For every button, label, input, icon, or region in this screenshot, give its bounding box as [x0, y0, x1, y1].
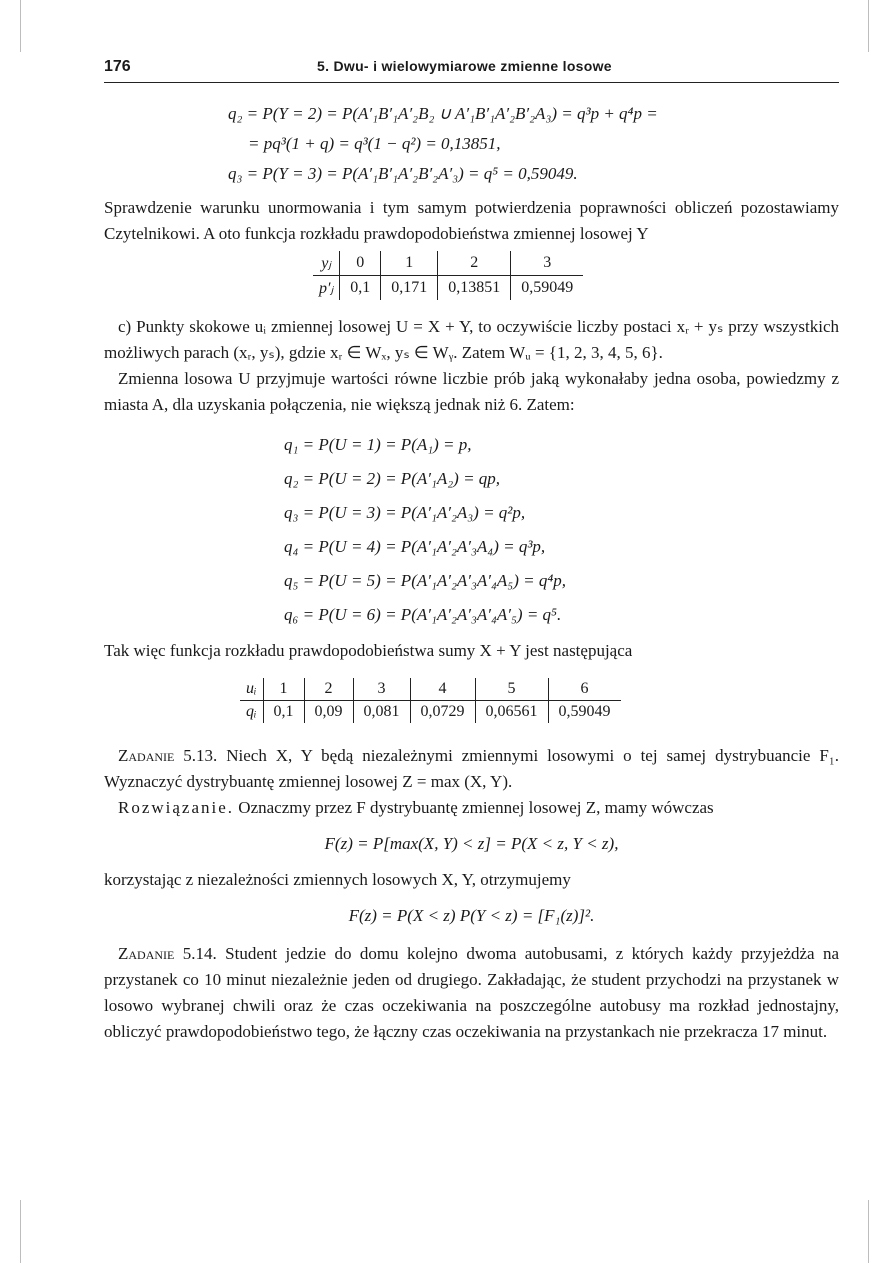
equation-line: q₅ = P(U = 5) = P(A′₁A′₂A′₃A′₄A₅) = q⁴p,: [284, 571, 566, 590]
header-rule: [104, 82, 839, 83]
table-cell: 0: [340, 251, 381, 276]
page-edge-line: [868, 0, 869, 52]
equation-line: q₆ = P(U = 6) = P(A′₁A′₂A′₃A′₄A′₅) = q⁵.: [284, 605, 562, 624]
task-label: Zadanie 5.13.: [118, 746, 218, 765]
equation-line: q₄ = P(U = 4) = P(A′₁A′₂A′₃A₄) = q³p,: [284, 537, 546, 556]
book-page: [104, 58, 839, 1045]
solution-text: Oznaczmy przez F dystrybuantę zmiennej losowej Z, mamy wówczas: [238, 798, 714, 817]
distribution-table-u: [240, 678, 621, 723]
equation-block-u: [104, 428, 839, 632]
paragraph: korzystając z niezależności zmiennych losowych X, Y, otrzymujemy: [104, 870, 571, 889]
table-row-label: qᵢ: [246, 703, 257, 720]
table-cell: 4: [410, 678, 475, 701]
paragraph: Sprawdzenie warunku unormowania i tym samym potwierdzenia poprawności obliczeń pozostawiamy Czytelnikowi. A oto funkcja rozkładu prawdopodobieństwa zmiennej losowej Y: [104, 198, 839, 243]
equation-line: q₃ = P(U = 3) = P(A′₁A′₂A₃) = q²p,: [284, 503, 526, 522]
equation-line: q₂ = P(Y = 2) = P(A′₁B′₁A′₂B₂ ∪ A′₁B′₁A′₂B′₂A₃) = q³p + q⁴p =: [228, 104, 658, 123]
table-cell: 0,1: [340, 276, 381, 301]
table-cell: 5: [475, 678, 548, 701]
paragraph: Zmienna losowa U przyjmuje wartości równe liczbie prób jaką wykonałaby jedna osoba, powiedzmy z miasta A, dla uzyskania połączenia, nie większą jednak niż 6. Zatem:: [104, 369, 839, 414]
table-cell: 6: [548, 678, 621, 701]
page-edge-line: [20, 0, 21, 52]
table-cell: 0,1: [263, 701, 304, 724]
table-cell: 1: [381, 251, 438, 276]
running-header: [104, 58, 839, 76]
equation-block-q: [104, 99, 839, 189]
equation-line: q₃ = P(Y = 3) = P(A′₁B′₁A′₂B′₂A′₃) = q⁵ = 0,59049.: [228, 164, 578, 183]
equation-line: F(z) = P[max(X, Y) < z] = P(X < z, Y < z),: [324, 834, 619, 853]
table-cell: 0,081: [353, 701, 410, 724]
table-cell: 2: [304, 678, 353, 701]
chapter-title: 5. Dwu- i wielowymiarowe zmienne losowe: [317, 58, 612, 74]
paragraph: c) Punkty skokowe uᵢ zmiennej losowej U = X + Y, to oczywiście liczby postaci xᵣ + yₛ przy wszystkich możliwych parach (xᵣ, yₛ), gdzie xᵣ ∈ Wₓ, yₛ ∈ Wᵧ. Zatem Wᵤ = {1, 2, 3, 4, 5, 6}.: [104, 317, 839, 362]
task-text: Student jedzie do domu kolejno dwoma autobusami, z których każdy przyjeżdża na przystanek co 10 minut niezależnie jeden od drugiego. Zakładając, że student przychodzi na przystanek w losowo wybranej chwili oraz że czas oczekiwania na poszczególne autobusy ma rozkład jednostajny, obliczyć prawdopodobieństwo tego, że łączny czas oczekiwania na przystankach nie przekracza 17 minut.: [104, 944, 840, 1041]
table-row-label: uᵢ: [240, 678, 263, 701]
table-cell: 3: [511, 251, 584, 276]
solution-label: Rozwiązanie.: [118, 798, 235, 817]
equation-line: = pq³(1 + q) = q³(1 − q²) = 0,13851,: [248, 134, 501, 153]
table-row-label: p′ⱼ: [319, 280, 334, 297]
table-cell: 0,0729: [410, 701, 475, 724]
table-cell: 0,06561: [475, 701, 548, 724]
distribution-table-y: [313, 251, 583, 300]
table-cell: 0,59049: [548, 701, 621, 724]
table-cell: 0,13851: [438, 276, 511, 301]
equation-line: q₁ = P(U = 1) = P(A₁) = p,: [284, 435, 472, 454]
table-cell: 0,171: [381, 276, 438, 301]
equation-line: q₂ = P(U = 2) = P(A′₁A₂) = qp,: [284, 469, 501, 488]
page-edge-line: [868, 1200, 869, 1263]
table-cell: 2: [438, 251, 511, 276]
table-cell: 3: [353, 678, 410, 701]
task-label: Zadanie 5.14.: [118, 944, 217, 963]
page-edge-line: [20, 1200, 21, 1263]
table-cell: 1: [263, 678, 304, 701]
task-5-14: [104, 941, 839, 1045]
task-text: Niech X, Y będą niezależnymi zmiennymi losowymi o tej samej dystrybuancie F₁. Wyznaczyć dystrybuantę zmiennej losowej Z = max (X, Y).: [104, 746, 840, 791]
page-number: 176: [104, 58, 131, 75]
solution-paragraph: [104, 795, 839, 821]
table-cell: 0,59049: [511, 276, 584, 301]
paragraph: Tak więc funkcja rozkładu prawdopodobieństwa sumy X + Y jest następująca: [104, 641, 633, 660]
task-5-13: [104, 743, 839, 795]
equation-line: F(z) = P(X < z) P(Y < z) = [F₁(z)]².: [348, 906, 595, 925]
table-row-label: yⱼ: [313, 251, 340, 276]
table-cell: 0,09: [304, 701, 353, 724]
